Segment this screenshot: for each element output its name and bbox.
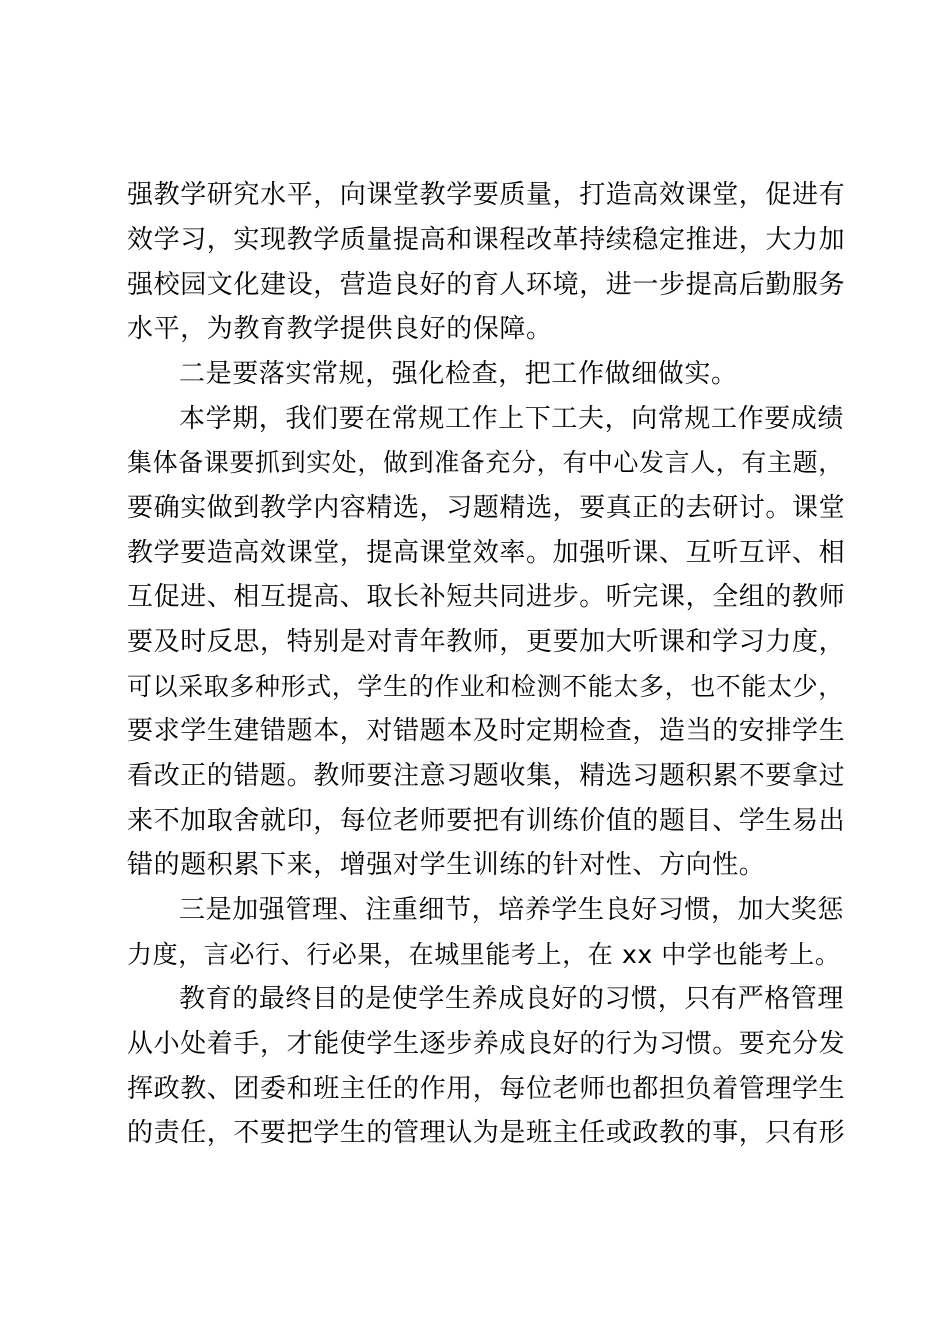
text-line: 教学要造高效课堂，提高课堂效率。加强听课、互听互评、相 bbox=[127, 538, 846, 568]
text-line: 本学期，我们要在常规工作上下工夫，向常规工作要成绩 bbox=[179, 404, 845, 434]
text-line: 强教学研究水平，向课堂教学要质量，打造高效课堂，促进有 bbox=[127, 180, 846, 210]
text-line: 二是要落实常规，强化检查，把工作做细做实。 bbox=[179, 359, 738, 389]
text-line: 看改正的错题。教师要注意习题收集，精选习题积累不要拿过 bbox=[127, 761, 846, 791]
text-line: 要确实做到教学内容精选，习题精选，要真正的去研讨。课堂 bbox=[127, 493, 846, 523]
text-line: 的责任，不要把学生的管理认为是班主任或政教的事，只有形 bbox=[127, 1118, 846, 1148]
text-line: 集体备课要抓到实处，做到准备充分，有中心发言人，有主题， bbox=[127, 448, 844, 477]
text-line: 从小处着手，才能使学生逐步养成良好的行为习惯。要充分发 bbox=[127, 1029, 846, 1059]
text-line: 挥政教、团委和班主任的作用，每位老师也都担负着管理学生 bbox=[127, 1074, 846, 1104]
text-line: 错的题积累下来，增强对学生训练的针对性、方向性。 bbox=[127, 850, 766, 880]
text-line: 来不加取舍就印，每位老师要把有训练价值的题目、学生易出 bbox=[127, 806, 846, 836]
text-line: 要求学生建错题本，对错题本及时定期检查，造当的安排学生 bbox=[127, 716, 846, 746]
text-line: 教育的最终目的是使学生养成良好的习惯，只有严格管理 bbox=[179, 984, 845, 1014]
text-line: 水平，为教育教学提供良好的保障。 bbox=[127, 314, 553, 344]
text-line: 要及时反思，特别是对青年教师，更要加大听课和学习力度， bbox=[127, 627, 846, 657]
text-line: 互促进、相互提高、取长补短共同进步。听完课，全组的教师 bbox=[127, 582, 846, 612]
text-line: 三是加强管理、注重细节，培养学生良好习惯，加大奖惩 bbox=[179, 895, 845, 925]
text-line: 力度，言必行、行必果，在城里能考上，在 xx 中学也能考上。 bbox=[127, 940, 841, 969]
text-line: 可以采取多种形式，学生的作业和检测不能太多，也不能太少， bbox=[127, 672, 844, 701]
text-line: 强校园文化建设，营造良好的育人环境，进一步提高后勤服务 bbox=[127, 270, 846, 300]
text-line: 效学习，实现教学质量提高和课程改革持续稳定推进，大力加 bbox=[127, 225, 846, 255]
